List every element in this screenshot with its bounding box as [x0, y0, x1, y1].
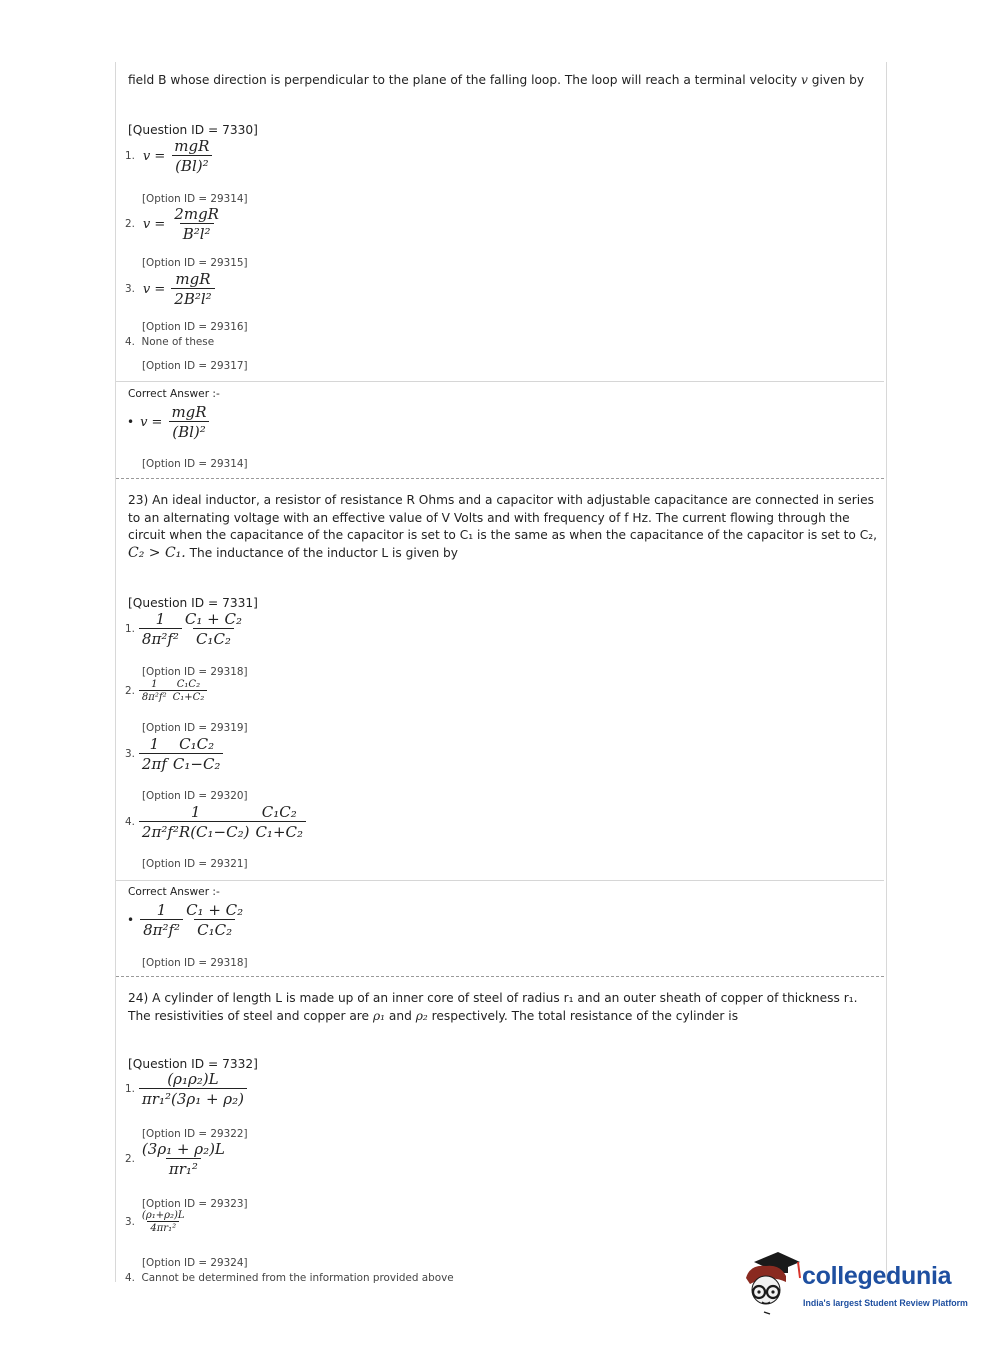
option-id: [Option ID = 29318] — [142, 957, 248, 969]
divider — [116, 880, 884, 881]
fraction: $\frac{\text{C₁ + C₂}}{\text{C₁C₂}}$ — [184, 610, 242, 648]
option-1[interactable]: 1. v = $\frac{\text{mgR}}{\text{(Bl)²}}$ — [125, 137, 212, 175]
mascot-icon — [740, 1248, 802, 1318]
option-id: [Option ID = 29319] — [142, 722, 248, 734]
fraction: $\frac{1}{\text{8π²f²}}$ — [140, 901, 183, 939]
option-4[interactable]: 4. None of these — [125, 336, 215, 348]
q24-line-1: 24) A cylinder of length L is made up of an inner core of steel of radius r₁ and an outer sheath of copper of thickness r₁. — [128, 991, 858, 1005]
option-id: [Option ID = 29317] — [142, 360, 248, 372]
divider — [116, 381, 884, 382]
option-id: [Option ID = 29314] — [142, 193, 248, 205]
question-id: [Question ID = 7330] — [128, 123, 258, 137]
fraction: $\frac{1}{\text{2π²f²R(C₁−C₂)}}$ — [139, 803, 253, 841]
fraction: $\frac{\text{C₁C₂}}{\text{C₁+C₂}}$ — [252, 803, 306, 841]
fraction: $\frac{\text{(3ρ₁ + ρ₂)L}}{\text{πr₁²}}$ — [141, 1140, 225, 1178]
collegedunia-logo[interactable] — [740, 1248, 980, 1318]
option-id: [Option ID = 29315] — [142, 257, 248, 269]
correct-answer-label: Correct Answer :- — [128, 886, 220, 898]
fraction: $\frac{1}{2\pi f}$ — [139, 735, 170, 773]
fraction: $\frac{\text{C₁C₂}}{\text{C₁−C₂}}$ — [170, 735, 224, 773]
fraction: $\frac{1}{\text{8π²f²}}$ — [139, 610, 182, 648]
option-id: [Option ID = 29321] — [142, 858, 248, 870]
fraction: $\frac{\text{C₁ + C₂}}{\text{C₁C₂}}$ — [186, 901, 244, 939]
option-4[interactable]: 4. $\frac{1}{\text{2π²f²R(C₁−C₂)}}$ $\frac{\text{C₁C₂}}{\text{C₁+C₂}}$ — [125, 803, 306, 841]
q24-line-2: The resistivities of steel and copper are ρ₁ and ρ₂ respectively. The total resistance of the cylinder is — [128, 1009, 739, 1023]
fraction: $\frac{1}{\text{8π²f²}}$ — [139, 679, 170, 703]
option-2[interactable]: 2. $\frac{1}{\text{8π²f²}}$ $\frac{\text{C₁C₂}}{\text{C₁+C₂}}$ — [125, 679, 207, 703]
fraction: $\frac{\text{mgR}}{\text{(Bl)²}}$ — [168, 403, 209, 441]
correct-answer-label: Correct Answer :- — [128, 388, 220, 400]
option-id: [Option ID = 29320] — [142, 790, 248, 802]
correct-answer: • $\frac{1}{\text{8π²f²}}$ $\frac{\text{C₁ + C₂}}{\text{C₁C₂}}$ — [127, 901, 246, 939]
option-2[interactable]: 2. $\frac{\text{(3ρ₁ + ρ₂)L}}{\text{πr₁²}}$ — [125, 1140, 228, 1178]
brand-tagline: India's largest Student Review Platform — [803, 1298, 968, 1308]
fraction: $\frac{\text{(ρ₁ρ₂)L}}{\text{πr₁²(3ρ₁ + ρ₂)}}$ — [139, 1070, 247, 1108]
correct-answer: • v = $\frac{\text{mgR}}{\text{(Bl)²}}$ — [127, 403, 210, 441]
fraction: $\frac{\text{mgR}}{\text{2B²l²}}$ — [171, 270, 214, 308]
question-id: [Question ID = 7331] — [128, 596, 258, 610]
fraction: $\frac{\text{(ρ₁+ρ₂)L}}{\text{4πr₁²}}$ — [141, 1210, 185, 1234]
fraction: $\frac{\text{2mgR}}{\text{B²l²}}$ — [174, 205, 219, 243]
fraction: $\frac{\text{mgR}}{\text{(Bl)²}}$ — [171, 137, 212, 175]
q22-intro: field B whose direction is perpendicular to the plane of the falling loop. The loop will reach a terminal velocity v given by — [128, 73, 865, 87]
q23-line-4: C₂ > C₁. The inductance of the inductor L is given by — [128, 545, 459, 561]
option-4[interactable]: 4. Cannot be determined from the information provided above — [125, 1272, 454, 1284]
option-1[interactable]: 1. $\frac{1}{\text{8π²f²}}$ $\frac{\text{C₁ + C₂}}{\text{C₁C₂}}$ — [125, 610, 245, 648]
fraction: $\frac{\text{C₁C₂}}{\text{C₁+C₂}}$ — [170, 679, 208, 703]
question-divider — [116, 976, 884, 977]
option-id: [Option ID = 29324] — [142, 1257, 248, 1269]
option-3[interactable]: 3. v = $\frac{\text{mgR}}{\text{2B²l²}}$ — [125, 270, 215, 308]
option-id: [Option ID = 29316] — [142, 321, 248, 333]
brand-name: collegedunia — [802, 1262, 952, 1290]
question-divider — [116, 478, 884, 479]
option-id: [Option ID = 29323] — [142, 1198, 248, 1210]
q23-line-1: 23) An ideal inductor, a resistor of resistance R Ohms and a capacitor with adjustable capacitance are connected in series — [128, 493, 874, 507]
option-1[interactable]: 1. $\frac{\text{(ρ₁ρ₂)L}}{\text{πr₁²(3ρ₁ + ρ₂)}}$ — [125, 1070, 247, 1108]
option-3[interactable]: 3. $\frac{1}{2\pi f}$ $\frac{\text{C₁C₂}}{\text{C₁−C₂}}$ — [125, 735, 223, 773]
option-id: [Option ID = 29314] — [142, 458, 248, 470]
option-2[interactable]: 2. v = $\frac{\text{2mgR}}{\text{B²l²}}$ — [125, 205, 222, 243]
q23-line-2: to an alternating voltage with an effective value of V Volts and with frequency of f Hz. The current flowing through the — [128, 511, 850, 525]
option-id: [Option ID = 29322] — [142, 1128, 248, 1140]
option-id: [Option ID = 29318] — [142, 666, 248, 678]
q23-line-3: circuit when the capacitance of the capacitor is set to C₁ is the same as when the capacitance of the capacitor is set to C₂, — [128, 528, 878, 542]
option-3[interactable]: 3. $\frac{\text{(ρ₁+ρ₂)L}}{\text{4πr₁²}}$ — [125, 1210, 188, 1234]
question-id: [Question ID = 7332] — [128, 1057, 258, 1071]
